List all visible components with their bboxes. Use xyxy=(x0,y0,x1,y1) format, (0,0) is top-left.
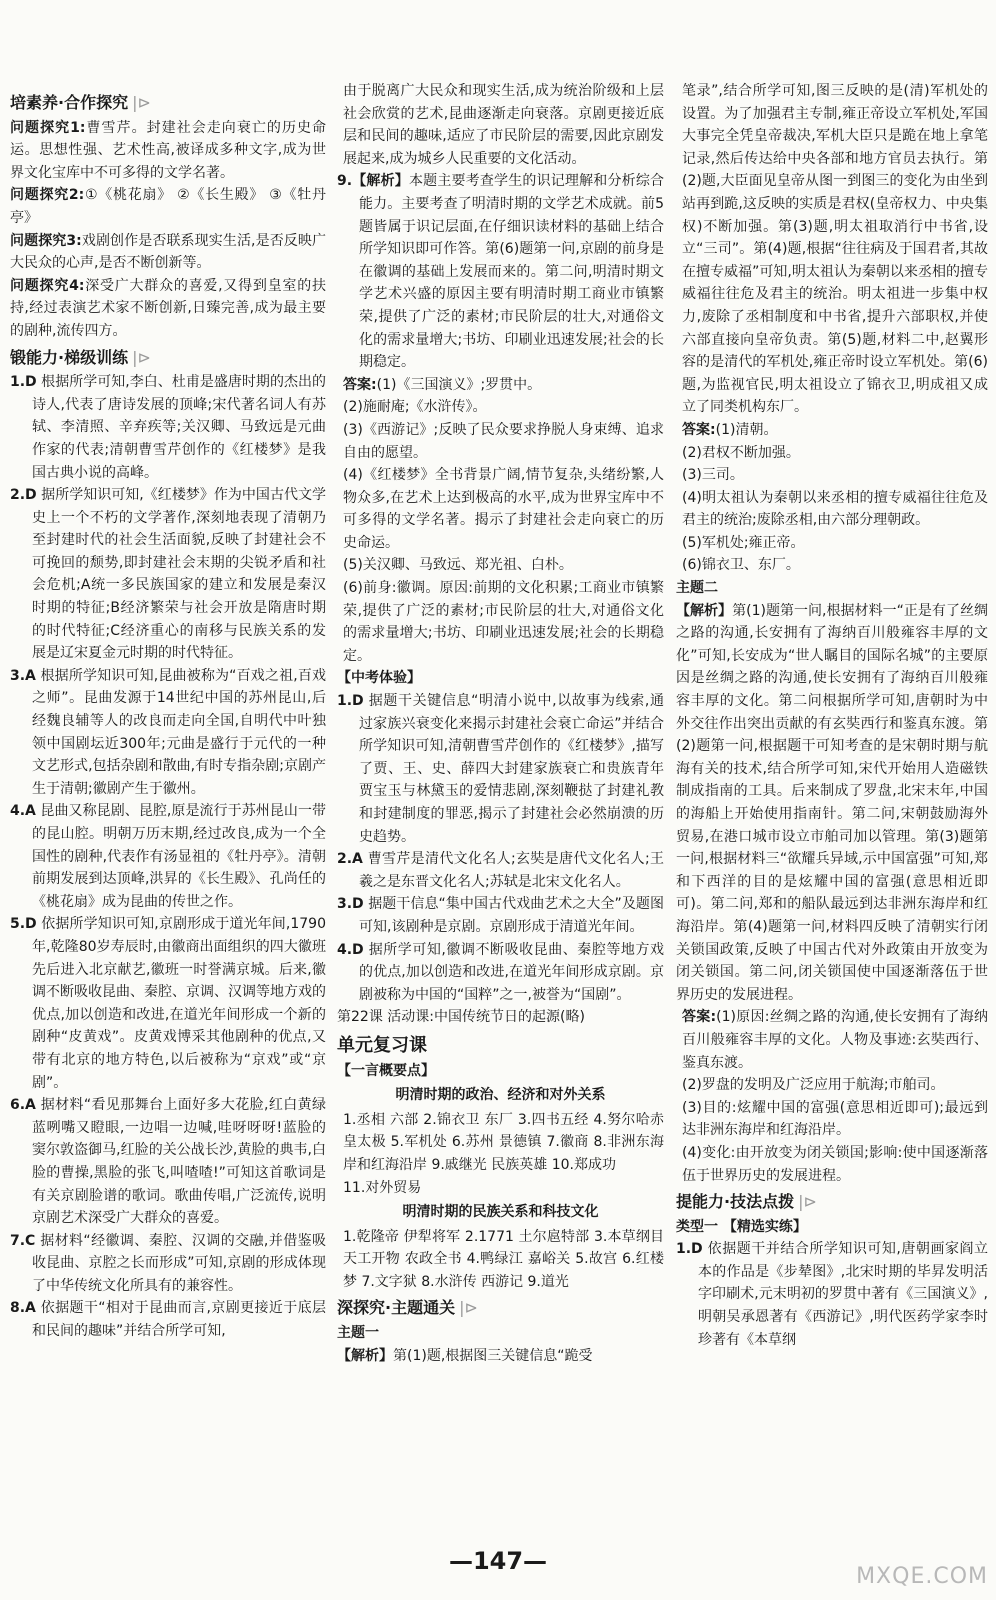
answer-6: 6.A 据材料“看见那舞台上面好多大花脸,红白黄绿蓝咧嘴又瞪眼,一边唱一边喊,哇呀呀呀!蓝脸的窦尔敦盗御马,红脸的关公战长沙,黄脸的典韦,白脸的曹操,黑脸的张飞,叫喳喳!”可知这首歌词是有关京剧脸谱的歌词。歌曲传唱,广泛流传,说明京剧艺术深受广大群众的喜爱。 xyxy=(10,1097,326,1227)
lesson-22-line: 第22课 活动课:中国传统节日的起源(略) xyxy=(337,1009,585,1026)
theme-1-heading: 主题一 xyxy=(337,1325,379,1342)
answer-9-item: (2)施耐庵;《水浒传》。 xyxy=(343,399,487,416)
key-points-1: 1.丞相 六部 2.锦衣卫 东厂 3.四书五经 4.努尔哈赤 皇太极 5.军机处 6.苏州 景德镇 7.徽商 8.非洲东海岸和红海沿岸 9.戚继光 民族英雄 10.郑成功 xyxy=(343,1111,664,1173)
section-heading-duannengli: 锻能力·梯级训练 |⊳ xyxy=(10,347,151,367)
zhongkao-answer-2: 2.A 曹雪芹是清代文化名人;玄奘是唐代文化名人;王羲之是东晋文化名人;苏轼是北宋文化名人。 xyxy=(337,851,664,890)
theme-1-answer-item: (6)锦衣卫、东厂。 xyxy=(682,557,800,574)
section-heading-shentanjiu: 深探究·主题通关 |⊳ xyxy=(337,1298,478,1318)
theme-1-answer: 答案:(1)清朝。 xyxy=(682,421,778,438)
page-number: —147— xyxy=(448,1547,548,1575)
theme-2-answer-item: (2)罗盘的发明及广泛应用于航海;市舶司。 xyxy=(682,1077,945,1094)
watermark-logo: MXQE.COM xyxy=(856,1564,988,1589)
column-middle xyxy=(337,80,664,1540)
answer-8-continued: 由于脱离广大民众和现实生活,成为统治阶级和上层社会欣赏的艺术,昆曲逐渐走向衰落。京剧更接近底层和民间的趣味,适应了市民阶层的需要,因此京剧发展起来,成为城乡人民重要的文化活动。 xyxy=(343,83,664,167)
key-points-2: 1.乾隆帝 伊犁将军 2.1771 土尔扈特部 3.本草纲目 天工开物 农政全书 4.鸭绿江 嘉峪关 5.故宫 6.红楼梦 7.文字狱 8.水浒传 西游记 9.道光 xyxy=(343,1228,664,1290)
answer-3: 3.A 根据所学知识可知,昆曲被称为“百戏之祖,百戏之师”。昆曲发源于14世纪中国的苏州昆山,后经魏良辅等人的改良而走向全国,自明代中叶独领中国剧坛近300年;元曲是盛行于元代的一种文艺形式,包括杂剧和散曲,有时专指杂剧;京剧产生于清朝;徽剧产生于徽州。 xyxy=(10,667,326,797)
zhongkao-answer-1: 1.D 据题干关键信息“明清小说中,以故事为线索,通过家族兴衰变化来揭示封建社会衰亡命运”并结合所学知识可知,清朝曹雪芹创作的《红楼梦》,描写了贾、王、史、薛四大封建家族衰亡和贵族青年贾宝玉与林黛玉的爱情悲剧,深刻鞭挞了封建礼教和封建制度的罪恶,揭示了封建社会必然崩溃的历史趋势。 xyxy=(337,693,664,845)
theme-2-answer-item: (4)变化:由开放变为闭关锁国;影响:使中国逐渐落伍于世界历史的发展进程。 xyxy=(682,1144,988,1184)
question-2: 问题探究2:①《桃花扇》 ②《长生殿》 ③《牡丹亭》 xyxy=(10,187,326,226)
answer-9-item: (4)《红楼梦》全书背景广阔,情节复杂,头绪纷繁,人物众多,在艺术上达到极高的水平,成为世界宝库中不可多得的文学名著。揭示了封建社会走向衰亡的历史命运。 xyxy=(343,467,664,551)
question-1: 问题探究1:曹雪芹。封建社会走向衰亡的历史命运。思想性强、艺术性高,被译成多种文字,成为世界文化宝库中不可多得的文学名著。 xyxy=(10,119,326,181)
section-heading-tinengli: 提能力·技法点拨 |⊳ xyxy=(676,1192,817,1212)
zhongkao-answer-4: 4.D 据所学可知,徽调不断吸收昆曲、秦腔等地方戏的优点,加以创造和改进,在道光年间形成京剧。京剧被称为中国的“国粹”之一,被誉为“国剧”。 xyxy=(337,941,664,1003)
column-left xyxy=(10,88,326,1548)
arrow-icon: |⊳ xyxy=(132,347,151,367)
column-right xyxy=(676,80,988,1540)
key-points-1b: 11.对外贸易 xyxy=(343,1179,422,1196)
question-3: 问题探究3:戏剧创作是否联系现实生活,是否反映广大民众的心声,是否不断创新等。 xyxy=(10,232,326,272)
theme-2-answer: 答案:(1)原因:丝绸之路的沟通,使长安拥有了海纳百川般雍容丰厚的文化。人物及事迹:玄奘西行、鉴真东渡。 xyxy=(682,1009,988,1071)
answer-9-item: (3)《西游记》;反映了民众要求挣脱人身束缚、追求自由的愿望。 xyxy=(343,421,664,461)
zhongkao-answer-3: 3.D 据题干信息“集中国古代戏曲艺术之大全”及题图可知,该剧种是京剧。京剧形成于清道光年间。 xyxy=(337,896,664,935)
practice-answer-1: 1.D 依据题干并结合所学知识可知,唐朝画家阎立本的作品是《步辇图》,北宋时期的毕昇发明活字印刷术,元末明初的罗贯中著有《三国演义》,明朝吴承恩著有《西游记》,明代医药学家李时珍著有《本草纲 xyxy=(676,1241,988,1348)
zhongkao-heading: 【中考体验】 xyxy=(337,670,421,687)
answer-8: 8.A 依据题干“相对于昆曲而言,京剧更接近于底层和民间的趣味”并结合所学可知, xyxy=(10,1300,326,1340)
topic-title-2: 明清时期的民族关系和科技文化 xyxy=(402,1204,599,1221)
answer-2: 2.D 据所学知识可知,《红楼梦》作为中国古代文学史上一个不朽的文学著作,深刻地表现了清朝乃至封建时代的社会生活面貌,反映了封建社会不可挽回的颓势,即封建社会末期的尖锐矛盾和社会危机;A统一多民族国家的建立和发展是秦汉时期的特征;B经济繁荣与社会开放是隋唐时期的时代特征;C经济重心的南移与民族关系的发展是辽宋夏金元时期的时代特征。 xyxy=(10,487,326,662)
answer-7: 7.C 据材料“经徽调、秦腔、汉调的交融,并借鉴吸收昆曲、京腔之长而形成”可知,京剧的形成体现了中华传统文化所具有的兼容性。 xyxy=(10,1232,326,1294)
theme-1-answer-item: (4)明太祖认为秦朝以来丞相的擅专威福往往危及君主的统治;废除丞相,由六部分理朝政。 xyxy=(682,489,988,529)
answer-9: 9.【解析】本题主要考查学生的识记理解和分析综合能力。主要考查了明清时期的文学艺术成就。前5题皆属于识记层面,在仔细识读材料的基础上结合所学知识即可作答。第(6)题第一问,京剧的前身是在徽调的基础上发展而来的。第二问,明清时期文学艺术兴盛的原因主要有明清时期工商业市镇繁荣,提供了广泛的素材;市民阶层的壮大,对通俗文化的需求量增大;书坊、印刷业迅速发展;社会的长期稳定。 xyxy=(337,173,664,371)
theme-1-answer-item: (2)君权不断加强。 xyxy=(682,444,800,461)
theme-1-analysis-continued: 笔录”,结合所学可知,图三反映的是(清)军机处的设置。为了加强君主专制,雍正帝设立军机处,军国大事完全凭皇帝裁决,军机大臣只是跪在地上拿笔记录,然后传达给中央各部和地方官员去执行。第(2)题,大臣面见皇帝从图一到图三的变化为由坐到站再到跪,这反映的实质是君权(皇帝权力、中央集权)不断加强。第(3)题,明太祖取消行中书省,设立“三司”。第(4)题,根据“往往病及于国君者,其故在擅专威福”可知,明太祖认为秦朝以来丞相的擅专威福往往危及君主的统治。明太祖进一步集中权力,废除了丞相制度和中书省,提升六部职权,并使六部直接向皇帝负责。第(5)题,材料二中,赵翼形容的是清代的军机处,雍正帝时设立军机处。第(6)题,为监视官民,明太祖设立了锦衣卫,明成祖又成立了同类机构东厂。 xyxy=(682,83,988,416)
type-1-heading: 类型一 【精选实练】 xyxy=(676,1218,807,1235)
arrow-icon: |⊳ xyxy=(798,1192,817,1212)
answer-5: 5.D 依据所学知识可知,京剧形成于道光年间,1790年,乾隆80岁寿辰时,由徽商出面组织的四大徽班先后进入北京献艺,徽班一时誉满京城。后来,徽调不断吸收昆曲、秦腔、京调、汉调等地方戏的优点,加以创造和改进,在道光年间形成一个新的剧种“皮黄戏”。皮黄戏博采其他剧种的优点,又带有北京的地方特色,以后被称为“京戏”或“京剧”。 xyxy=(10,916,326,1091)
section-heading-peisuyang: 培素养·合作探究 |⊳ xyxy=(10,93,151,112)
theme-1-answer-item: (5)军机处;雍正帝。 xyxy=(682,534,805,551)
answer-9-item: (6)前身:徽调。原因:前期的文化积累;工商业市镇繁荣,提供了广泛的素材;市民阶层的壮大,对通俗文化的需求量增大;书坊、印刷业迅速发展;社会的长期稳定。 xyxy=(343,580,664,664)
theme-1-answer-item: (3)三司。 xyxy=(682,467,744,484)
arrow-icon: |⊳ xyxy=(459,1298,478,1318)
summary-heading: 【一言概要点】 xyxy=(337,1062,435,1079)
theme-2-heading: 主题二 xyxy=(676,580,718,597)
question-4: 问题探究4:深受广大群众的喜爱,又得到皇室的扶持,经过表演艺术家不断创新,日臻完善,成为最主要的剧种,流传四方。 xyxy=(10,277,326,339)
answer-9-item: (5)关汉卿、马致远、郑光祖、白朴。 xyxy=(343,557,573,574)
theme-2-answer-item: (3)目的:炫耀中国的富强(意思相近即可);最远到达非洲东海岸和红海沿岸。 xyxy=(682,1099,988,1139)
arrow-icon: |⊳ xyxy=(132,93,151,112)
answer-4: 4.A 昆曲又称昆剧、昆腔,原是流行于苏州昆山一带的昆山腔。明朝万历末期,经过改良,成为一个全国性的剧种,代表作有汤显祖的《牡丹亭》。清朝前期发展到达顶峰,洪昇的《长生殿》、孔尚任的《桃花扇》成为昆曲的传世之作。 xyxy=(10,803,326,910)
topic-title-1: 明清时期的政治、经济和对外关系 xyxy=(395,1087,606,1104)
theme-2-analysis: 【解析】第(1)题第一问,根据材料一“正是有了丝绸之路的沟通,长安拥有了海纳百川般雍容丰厚的文化”可知,长安成为“世人瞩目的国际名城”的主要原因是丝绸之路的沟通,使长安拥有了海纳百川般雍容丰厚的文化。第二问根据所学可知,唐朝时为中外交往作出突出贡献的有玄奘西行和鉴真东渡。第(2)题第一问,根据题干可知考查的是宋朝时期与航海有关的技术,结合所学可知,宋代开始用人造磁铁制成指南的工具。后来制成了罗盘,北宋末年,中国的海船上开始使用指南针。第二问,宋朝鼓励海外贸易,在港口城市设立市舶司加以管理。第(3)题第一问,根据材料三“欲耀兵异域,示中国富强”可知,郑和下西洋的目的是炫耀中国的富强(意思相近即可)。第二问,郑和的船队最远到达非洲东海岸和红海沿岸。第(4)题第一问,材料四反映了清朝实行闭关锁国政策,反映了中国古代对外政策由开放变为闭关锁国。第二问,闭关锁国使中国逐渐落伍于世界历史的发展进程。 xyxy=(676,602,988,1003)
answer-1: 1.D 根据所学可知,李白、杜甫是盛唐时期的杰出的诗人,代表了唐诗发展的顶峰;宋代著名词人有苏轼、李清照、辛弃疾等;关汉卿、马致远是元曲作家的代表;清朝曹雪芹创作的《红楼梦》是我国古典小说的高峰。 xyxy=(10,374,326,481)
theme-1-analysis: 【解析】第(1)题,根据图三关键信息“跪受 xyxy=(337,1347,593,1364)
answer-9-key: 答案:(1)《三国演义》;罗贯中。 xyxy=(343,376,542,393)
unit-review-heading: 单元复习课 xyxy=(337,1034,427,1056)
